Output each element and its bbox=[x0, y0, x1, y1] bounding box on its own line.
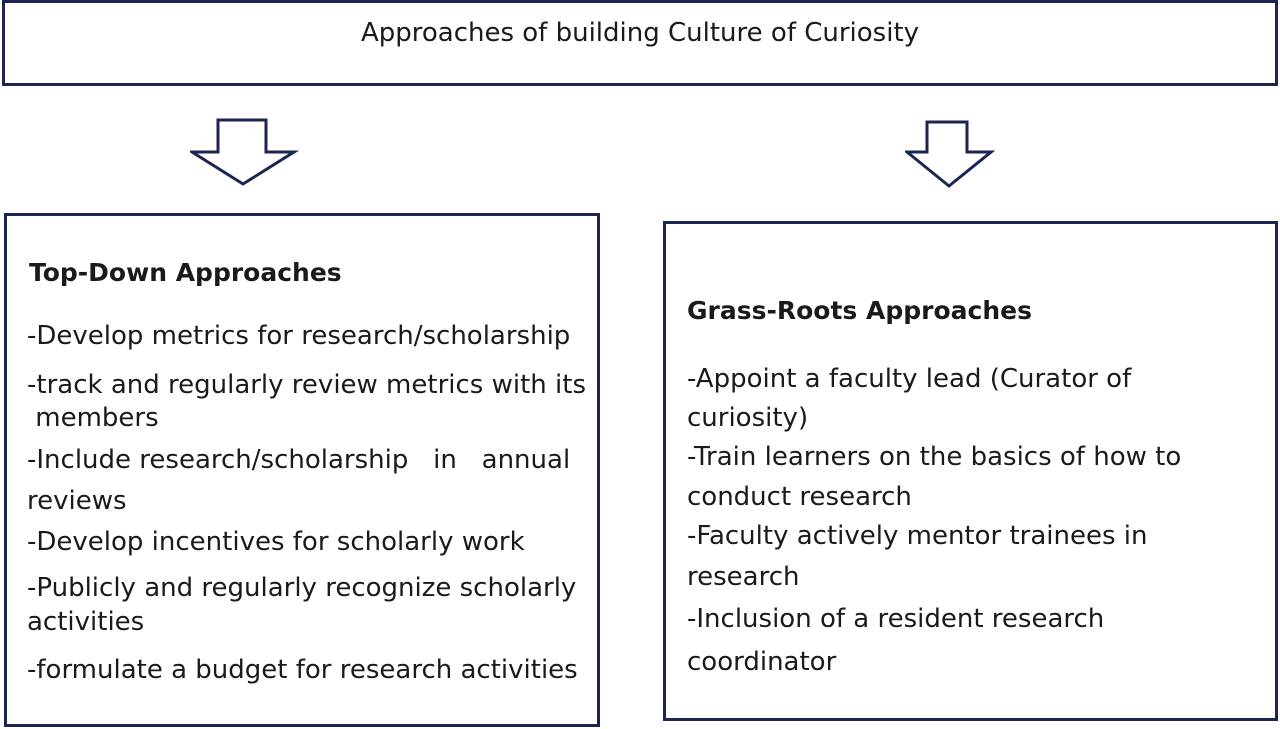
list-item: -formulate a budget for research activities bbox=[27, 655, 578, 685]
list-item: -Train learners on the basics of how to bbox=[687, 442, 1182, 472]
list-item: activities bbox=[27, 607, 145, 637]
list-item: -Include research/scholarship in annual bbox=[27, 445, 571, 475]
grass-roots-heading: Grass-Roots Approaches bbox=[687, 296, 1032, 325]
list-item: conduct research bbox=[687, 482, 912, 512]
down-arrow-icon bbox=[905, 120, 995, 190]
top-down-heading: Top-Down Approaches bbox=[29, 258, 342, 287]
list-item: -Develop incentives for scholarly work bbox=[27, 527, 525, 557]
list-item: -track and regularly review metrics with its bbox=[27, 370, 586, 400]
grass-roots-box bbox=[663, 221, 1278, 721]
top-down-box bbox=[4, 213, 600, 727]
list-item: -Develop metrics for research/scholarship bbox=[27, 321, 571, 351]
list-item: reviews bbox=[27, 486, 127, 516]
list-item: -Appoint a faculty lead (Curator of bbox=[687, 364, 1132, 394]
list-item: -Publicly and regularly recognize scholarly bbox=[27, 573, 577, 603]
list-item: coordinator bbox=[687, 647, 837, 677]
diagram-title: Approaches of building Culture of Curiosity bbox=[360, 18, 920, 48]
title-box bbox=[2, 0, 1278, 86]
list-item: -Inclusion of a resident research bbox=[687, 604, 1105, 634]
list-item: research bbox=[687, 562, 800, 592]
list-item: curiosity) bbox=[687, 403, 809, 433]
down-arrow-icon bbox=[190, 118, 300, 188]
list-item: members bbox=[27, 403, 159, 433]
list-item: -Faculty actively mentor trainees in bbox=[687, 521, 1148, 551]
